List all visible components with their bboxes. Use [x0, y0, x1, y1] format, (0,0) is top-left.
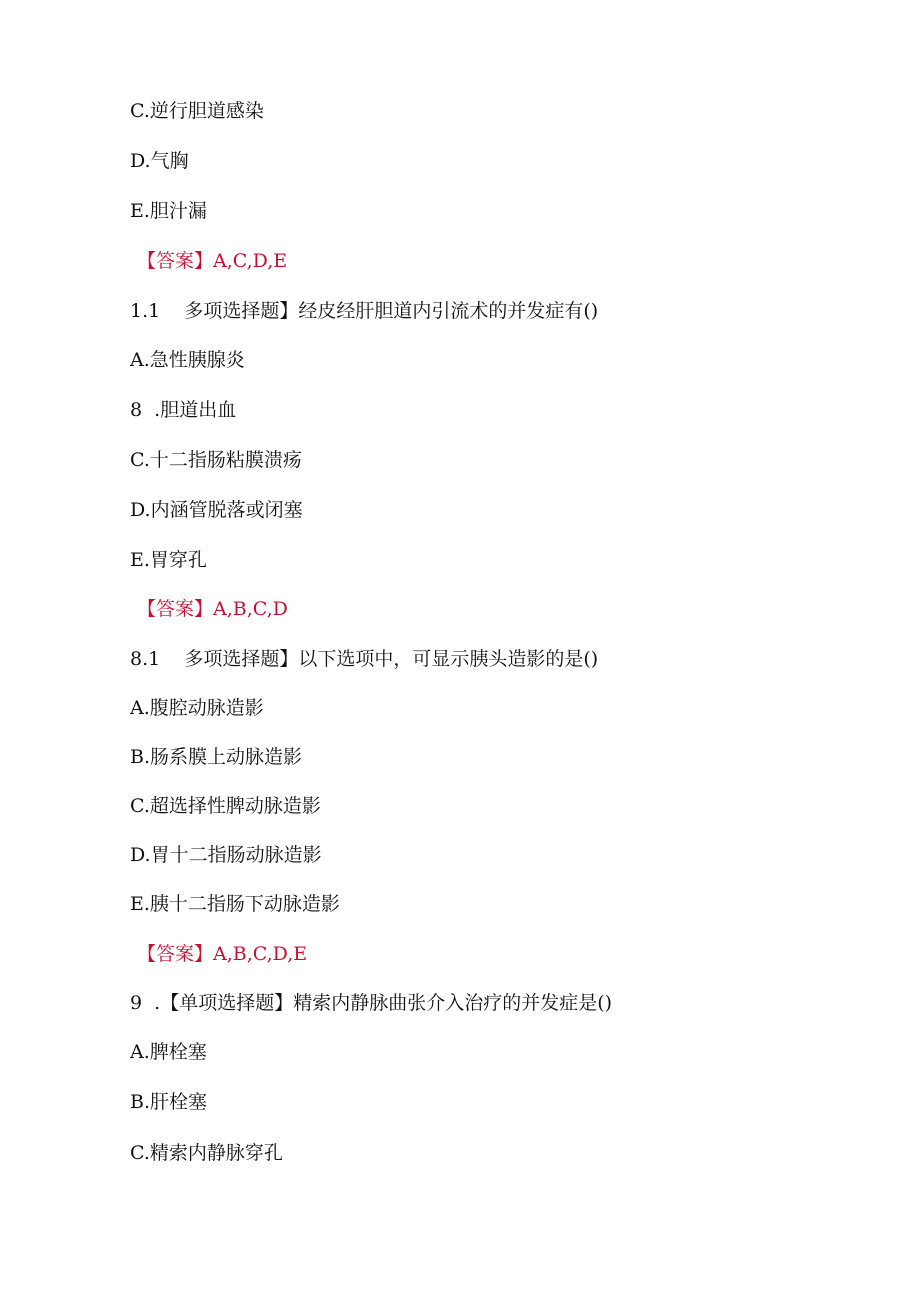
option-line: 8 .胆道出血: [130, 399, 237, 421]
question-line: 1.1 多项选择题】经皮经肝胆道内引流术的并发症有(): [130, 300, 599, 322]
option-line: D.胃十二指肠动脉造影: [130, 844, 322, 866]
question-line: 8.1 多项选择题】以下选项中，可显示胰头造影的是(): [130, 648, 599, 670]
answer-label: 【答案】: [137, 943, 214, 965]
option-line: C.超选择性脾动脉造影: [130, 795, 321, 817]
option-line: C.逆行胆道感染: [130, 100, 264, 122]
answer-value: A,B,C,D,E: [213, 943, 308, 965]
option-line: D.气胸: [130, 150, 189, 172]
answer-label: 【答案】: [137, 250, 214, 272]
option-line: E.胰十二指肠下动脉造影: [130, 893, 340, 915]
option-line: B.肝栓塞: [130, 1091, 208, 1113]
option-line: A.急性胰腺炎: [130, 349, 245, 371]
answer-value: A,B,C,D: [213, 598, 288, 620]
answer-line: [137, 596, 288, 622]
question-line: 9 .【单项选择题】精索内静脉曲张介入治疗的并发症是(): [130, 992, 613, 1014]
option-line: A.腹腔动脉造影: [130, 697, 264, 719]
option-line: C.十二指肠粘膜溃疡: [130, 449, 302, 471]
answer-line: [137, 941, 307, 967]
option-line: D.内涵管脱落或闭塞: [130, 499, 303, 521]
option-line: E.胃穿孔: [130, 549, 207, 571]
option-line: A.脾栓塞: [130, 1041, 207, 1063]
option-line: E.胆汁漏: [130, 200, 207, 222]
answer-value: A,C,D,E: [213, 250, 288, 272]
option-line: C.精索内静脉穿孔: [130, 1142, 283, 1164]
option-line: B.肠系膜上动脉造影: [130, 746, 303, 768]
answer-label: 【答案】: [137, 598, 214, 620]
answer-line: [137, 248, 287, 274]
